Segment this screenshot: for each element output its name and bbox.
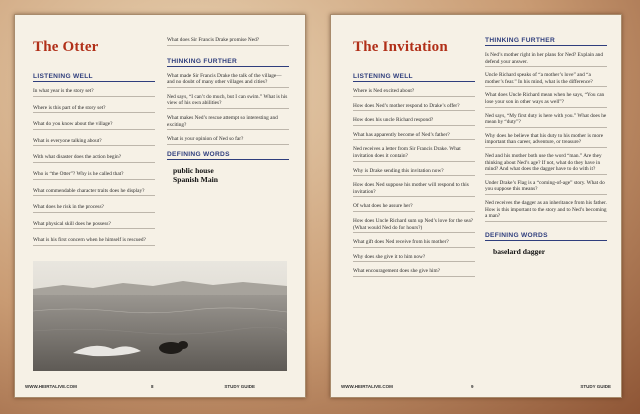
question: Why does he believe that his duty to his mother is more important than career, adventure, or treasure? xyxy=(485,133,607,148)
page-footer xyxy=(25,384,295,392)
question: How does Uncle Richard sum up Ned’s love for the sea? (What would Ned do for hours?) xyxy=(353,218,475,233)
defining-terms xyxy=(485,247,607,256)
thinking-questions xyxy=(485,52,607,222)
question: How does his uncle Richard respond? xyxy=(353,117,475,126)
footer-url: WWW.HEIRTALIVE.COM xyxy=(25,384,77,389)
question: Is Ned’s mother right in her plans for Ned? Explain and defend your answer. xyxy=(485,52,607,67)
defining-heading: DEFINING WORDS xyxy=(485,232,607,241)
question: Ned says, “I can’t do much, but I can swim.” What is his view of his own abilities? xyxy=(167,94,289,109)
question: What does he risk in the process? xyxy=(33,204,155,213)
listening-heading: LISTENING WELL xyxy=(353,73,475,82)
thinking-section xyxy=(485,37,607,256)
question: Ned says, “My first duty is here with you.” What does he mean by “duty”? xyxy=(485,113,607,128)
left-page xyxy=(14,14,306,398)
question: What encouragement does she give him? xyxy=(353,268,475,277)
listening-section xyxy=(353,73,475,283)
listening-questions xyxy=(33,88,155,246)
page-footer xyxy=(341,384,611,392)
chapter-title: The Otter xyxy=(33,39,99,55)
footer-label: STUDY GUIDE xyxy=(224,384,255,389)
question: What physical skill does he possess? xyxy=(33,221,155,230)
question: Who is “the Otter”? Why is he called that? xyxy=(33,171,155,180)
chapter-title: The Invitation xyxy=(353,39,448,55)
question: Why is Drake sending this invitation now? xyxy=(353,168,475,177)
question: What is your opinion of Ned so far? xyxy=(167,136,289,145)
thinking-section xyxy=(167,37,289,184)
question: Of what does he assure her? xyxy=(353,203,475,212)
question: What gift does Ned receive from his mother? xyxy=(353,239,475,248)
question: What do you know about the village? xyxy=(33,121,155,130)
footer-url: WWW.HEIRTALIVE.COM xyxy=(341,384,393,389)
defining-heading: DEFINING WORDS xyxy=(167,151,289,160)
question: Under Drake’s Flag is a “coming-of-age” story. What do you suppose this means? xyxy=(485,180,607,195)
question: What made Sir Francis Drake the talk of the village—and no doubt of many other villages and cities? xyxy=(167,73,289,88)
defining-terms xyxy=(167,166,289,184)
listening-questions xyxy=(353,88,475,277)
defining-term: public house xyxy=(173,165,214,175)
otter-swimming-photo xyxy=(33,261,287,371)
question: Why does she give it to him now? xyxy=(353,254,475,263)
question: How does Ned suppose his mother will respond to this invitation? xyxy=(353,182,475,197)
question: Where is this part of the story set? xyxy=(33,105,155,114)
question: Ned receives the dagger as an inheritance from his father. How is this important to the story and to Ned’s becoming a man? xyxy=(485,200,607,222)
question: What is his first concern when he himself is rescued? xyxy=(33,237,155,246)
question: What does Sir Francis Drake promise Ned? xyxy=(167,37,289,46)
question: With what disaster does the action begin? xyxy=(33,154,155,163)
page-number: 9 xyxy=(471,384,474,389)
question: What does Uncle Richard mean when he says, “You can lose your son in other ways as well”? xyxy=(485,92,607,107)
question: What commendable character traits does he display? xyxy=(33,188,155,197)
question: Uncle Richard speaks of “a mother’s love” and “a mother’s fear.” In his mind, what is the difference? xyxy=(485,72,607,87)
defining-term: baselard dagger xyxy=(493,246,546,256)
thinking-heading: THINKING FURTHER xyxy=(485,37,607,46)
thinking-heading: THINKING FURTHER xyxy=(167,58,289,67)
page-number: 8 xyxy=(151,384,154,389)
listening-section xyxy=(33,73,155,254)
footer-label: STUDY GUIDE xyxy=(580,384,611,389)
thinking-questions xyxy=(167,73,289,145)
right-page xyxy=(330,14,622,398)
question: What has apparently become of Ned’s father? xyxy=(353,132,475,141)
question: How does Ned’s mother respond to Drake’s offer? xyxy=(353,103,475,112)
question: What is everyone talking about? xyxy=(33,138,155,147)
defining-term: Spanish Main xyxy=(173,174,218,184)
question: Where is Ned excited about? xyxy=(353,88,475,97)
question: Ned receives a letter from Sir Francis Drake. What invitation does it contain? xyxy=(353,146,475,161)
listening-heading: LISTENING WELL xyxy=(33,73,155,82)
question: In what year is the story set? xyxy=(33,88,155,97)
question: Ned and his mother both use the word “man.” Are they thinking about Ned’s age? If not, what do they have in mind? And what does the dagger have to do with it? xyxy=(485,153,607,175)
question: What makes Ned’s rescue attempt so interesting and exciting? xyxy=(167,115,289,130)
